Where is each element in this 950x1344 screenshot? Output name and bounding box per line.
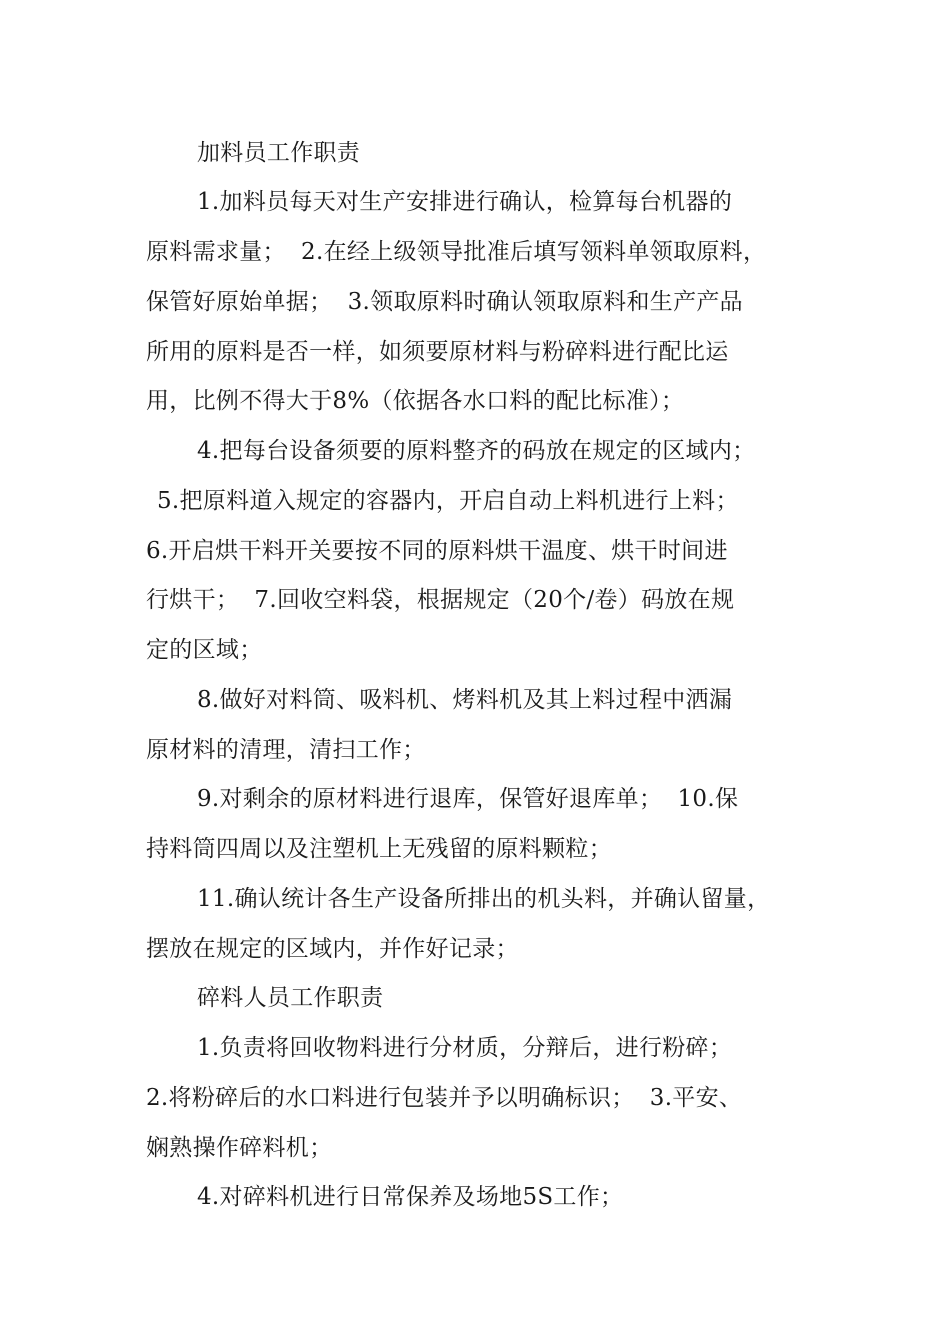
text-line: 1.负责将回收物料进行分材质，分辩后，进行粉碎； bbox=[197, 1035, 733, 1061]
text-line: 摆放在规定的区域内，并作好记录； bbox=[146, 936, 519, 962]
text-line: 11.确认统计各生产设备所排出的机头料，并确认留量， bbox=[197, 886, 771, 912]
text-line: 用，比例不得大于8%（依据各水口料的配比标准）； bbox=[146, 388, 685, 414]
text-line: 所用的原料是否一样，如须要原材料与粉碎料进行配比运 bbox=[146, 339, 729, 365]
text-line: 6.开启烘干料开关要按不同的原料烘干温度、烘干时间进 bbox=[146, 538, 728, 564]
section-heading-crusher-duties: 碎料人员工作职责 bbox=[197, 985, 384, 1011]
text-line: 持料筒四周以及注塑机上无残留的原料颗粒； bbox=[146, 836, 612, 862]
text-line: 娴熟操作碎料机； bbox=[146, 1135, 333, 1161]
text-line: 原料需求量； 2.在经上级领导批准后填写领料单领取原料， bbox=[146, 239, 767, 265]
section-heading-feeder-duties: 加料员工作职责 bbox=[197, 140, 361, 166]
text-line: 5.把原料道入规定的容器内，开启自动上料机进行上料； bbox=[157, 488, 739, 514]
text-line: 4.对碎料机进行日常保养及场地5S工作； bbox=[197, 1184, 624, 1210]
text-line: 9.对剩余的原材料进行退库，保管好退库单； 10.保 bbox=[197, 786, 739, 812]
text-line: 保管好原始单据； 3.领取原料时确认领取原料和生产产品 bbox=[146, 289, 743, 315]
text-line: 原材料的清理，清扫工作； bbox=[146, 737, 426, 763]
text-line: 8.做好对料筒、吸料机、烤料机及其上料过程中洒漏 bbox=[197, 687, 733, 713]
text-line: 1.加料员每天对生产安排进行确认，检算每台机器的 bbox=[197, 189, 733, 215]
text-line: 4.把每台设备须要的原料整齐的码放在规定的区域内； bbox=[197, 438, 756, 464]
text-line: 2.将粉碎后的水口料进行包装并予以明确标识； 3.平安、 bbox=[146, 1085, 743, 1111]
text-line: 行烘干； 7.回收空料袋，根据规定（20个/卷）码放在规 bbox=[146, 587, 735, 613]
text-line: 定的区域； bbox=[146, 637, 263, 663]
